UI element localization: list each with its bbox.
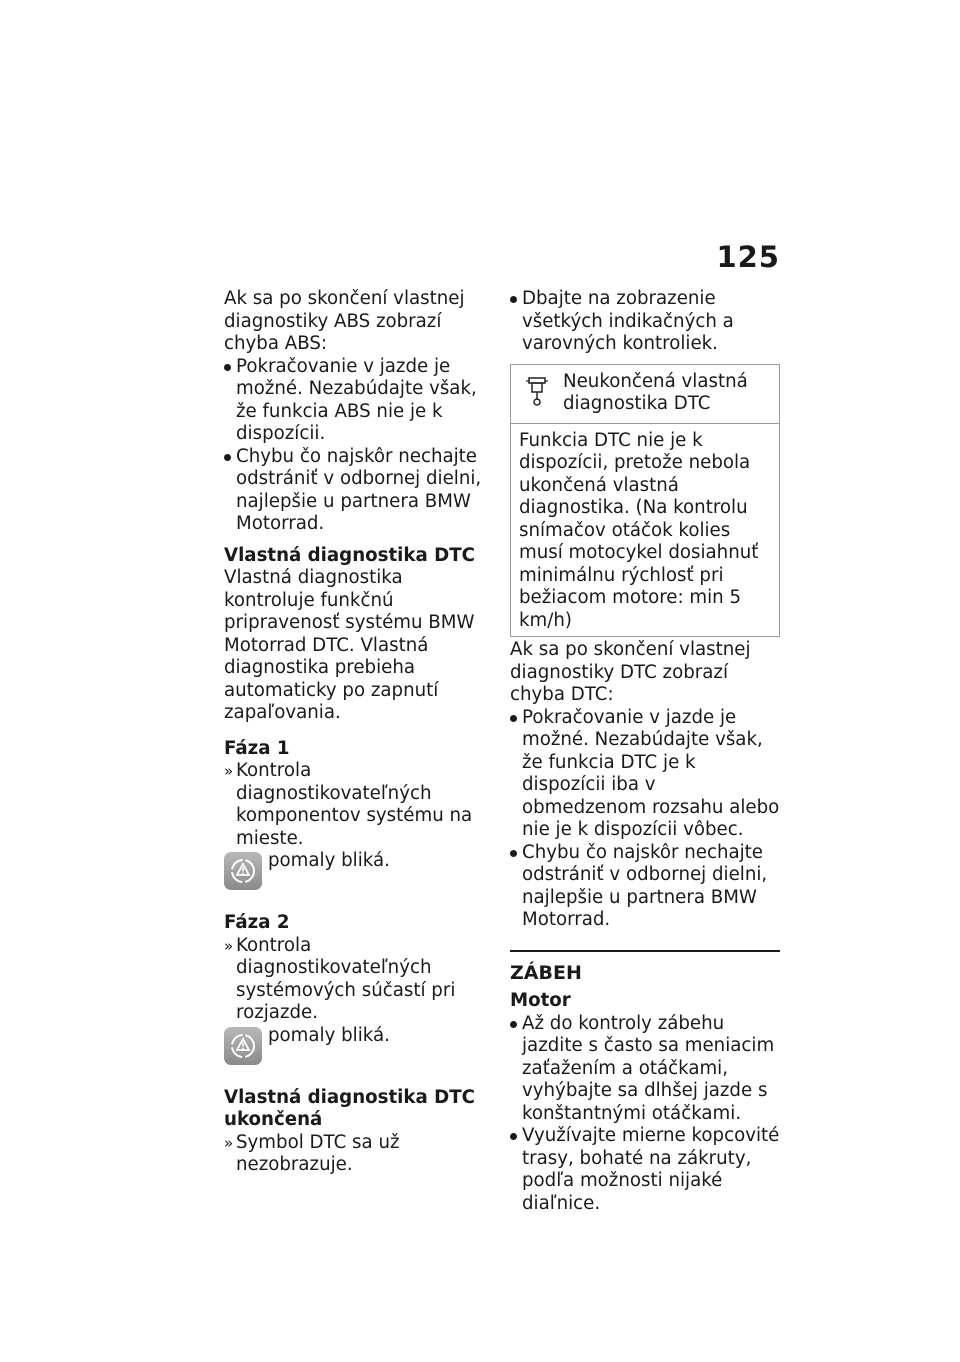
dtc-completed-step-text: Symbol DTC sa už nezobrazuje. xyxy=(236,1131,400,1175)
phase1-indicator xyxy=(224,850,496,890)
motor-list xyxy=(510,1013,780,1216)
dtc-heading: Vlastná diagnostika DTC xyxy=(224,544,475,566)
phase2-indicator-text: pomaly bliká. xyxy=(268,1024,390,1046)
step-marker: » xyxy=(224,1133,234,1152)
dtc-error-intro: Ak sa po skončení vlastnej diagnostiky DTC zobrazí chyba DTC: xyxy=(510,639,751,705)
note-body xyxy=(511,424,779,637)
abs-error-list xyxy=(224,356,496,536)
engine-icon xyxy=(525,375,549,414)
step-marker: » xyxy=(224,936,234,955)
phase2-step xyxy=(224,935,496,1025)
list-item: Chybu čo najskôr nechajte odstrániť v odbornej dielni, najlepšie u partnera BMW Motorrad. xyxy=(510,842,780,932)
dtc-completed-step xyxy=(224,1132,496,1177)
note-header xyxy=(511,365,779,424)
dtc-error-list xyxy=(510,707,780,932)
list-item: Pokračovanie v jazde je možné. Nezabúdajte však, že funkcia ABS nie je k dispozícii. xyxy=(224,356,496,446)
dtc-warning-icon xyxy=(224,1027,262,1065)
left-column xyxy=(224,288,496,1177)
note-box xyxy=(510,364,780,638)
phase1-step-text: Kontrola diagnostikovateľných komponentov systému na mieste. xyxy=(236,760,473,849)
dtc-completed-heading: Vlastná diagnostika DTC ukončená xyxy=(224,1086,475,1130)
phase2-indicator xyxy=(224,1025,496,1065)
list-item: Chybu čo najskôr nechajte odstrániť v odbornej dielni, najlepšie u partnera BMW Motorrad. xyxy=(224,446,496,536)
phase1-indicator-text: pomaly bliká. xyxy=(268,850,390,871)
section-title: ZÁBEH xyxy=(510,961,582,984)
list-item: Pokračovanie v jazde je možné. Nezabúdajte však, že funkcia DTC je k dispozícii iba v obmedzenom rozsahu alebo nie je k dispozícii vôbec. xyxy=(510,707,780,842)
indicator-list xyxy=(510,288,780,356)
phase2-step-text: Kontrola diagnostikovateľných systémových súčastí pri rozjazde. xyxy=(236,934,456,1023)
list-item: Dbajte na zobrazenie všetkých indikačných a varovných kontroliek. xyxy=(510,288,780,356)
right-column xyxy=(510,288,780,1215)
phase1-title: Fáza 1 xyxy=(224,737,290,759)
list-item: Až do kontroly zábehu jazdite s často sa meniacim zaťažením a otáčkami, vyhýbajte sa dlhšej jazde s konštantnými otáčkami. xyxy=(510,1013,780,1126)
list-item: Využívajte mierne kopcovité trasy, bohaté na zákruty, podľa možnosti nijaké diaľnice. xyxy=(510,1125,780,1215)
phase2-title: Fáza 2 xyxy=(224,912,290,933)
section-divider xyxy=(510,950,780,952)
dtc-description: Vlastná diagnostika kontroluje funkčnú pripravenosť systému BMW Motorrad DTC. Vlastná diagnostika prebieha automaticky po zapnutí zapaľovania. xyxy=(224,567,475,723)
step-marker: » xyxy=(224,762,234,780)
note-title: Neukončená vlastná diagnostika DTC xyxy=(563,370,748,414)
dtc-warning-icon xyxy=(224,852,262,890)
page-number: 125 xyxy=(716,240,780,274)
motor-heading: Motor xyxy=(510,990,571,1011)
phase1-step xyxy=(224,760,496,850)
note-text: Funkcia DTC nie je k dispozícii, pretože nebola ukončená vlastná diagnostika. (Na kontrolu snímačov otáčok kolies musí motocykel dosiahnuť minimálnu rýchlosť pri bežiacom motore: min 5 km/h) xyxy=(519,429,759,631)
abs-error-intro: Ak sa po skončení vlastnej diagnostiky ABS zobrazí chyba ABS: xyxy=(224,288,465,354)
